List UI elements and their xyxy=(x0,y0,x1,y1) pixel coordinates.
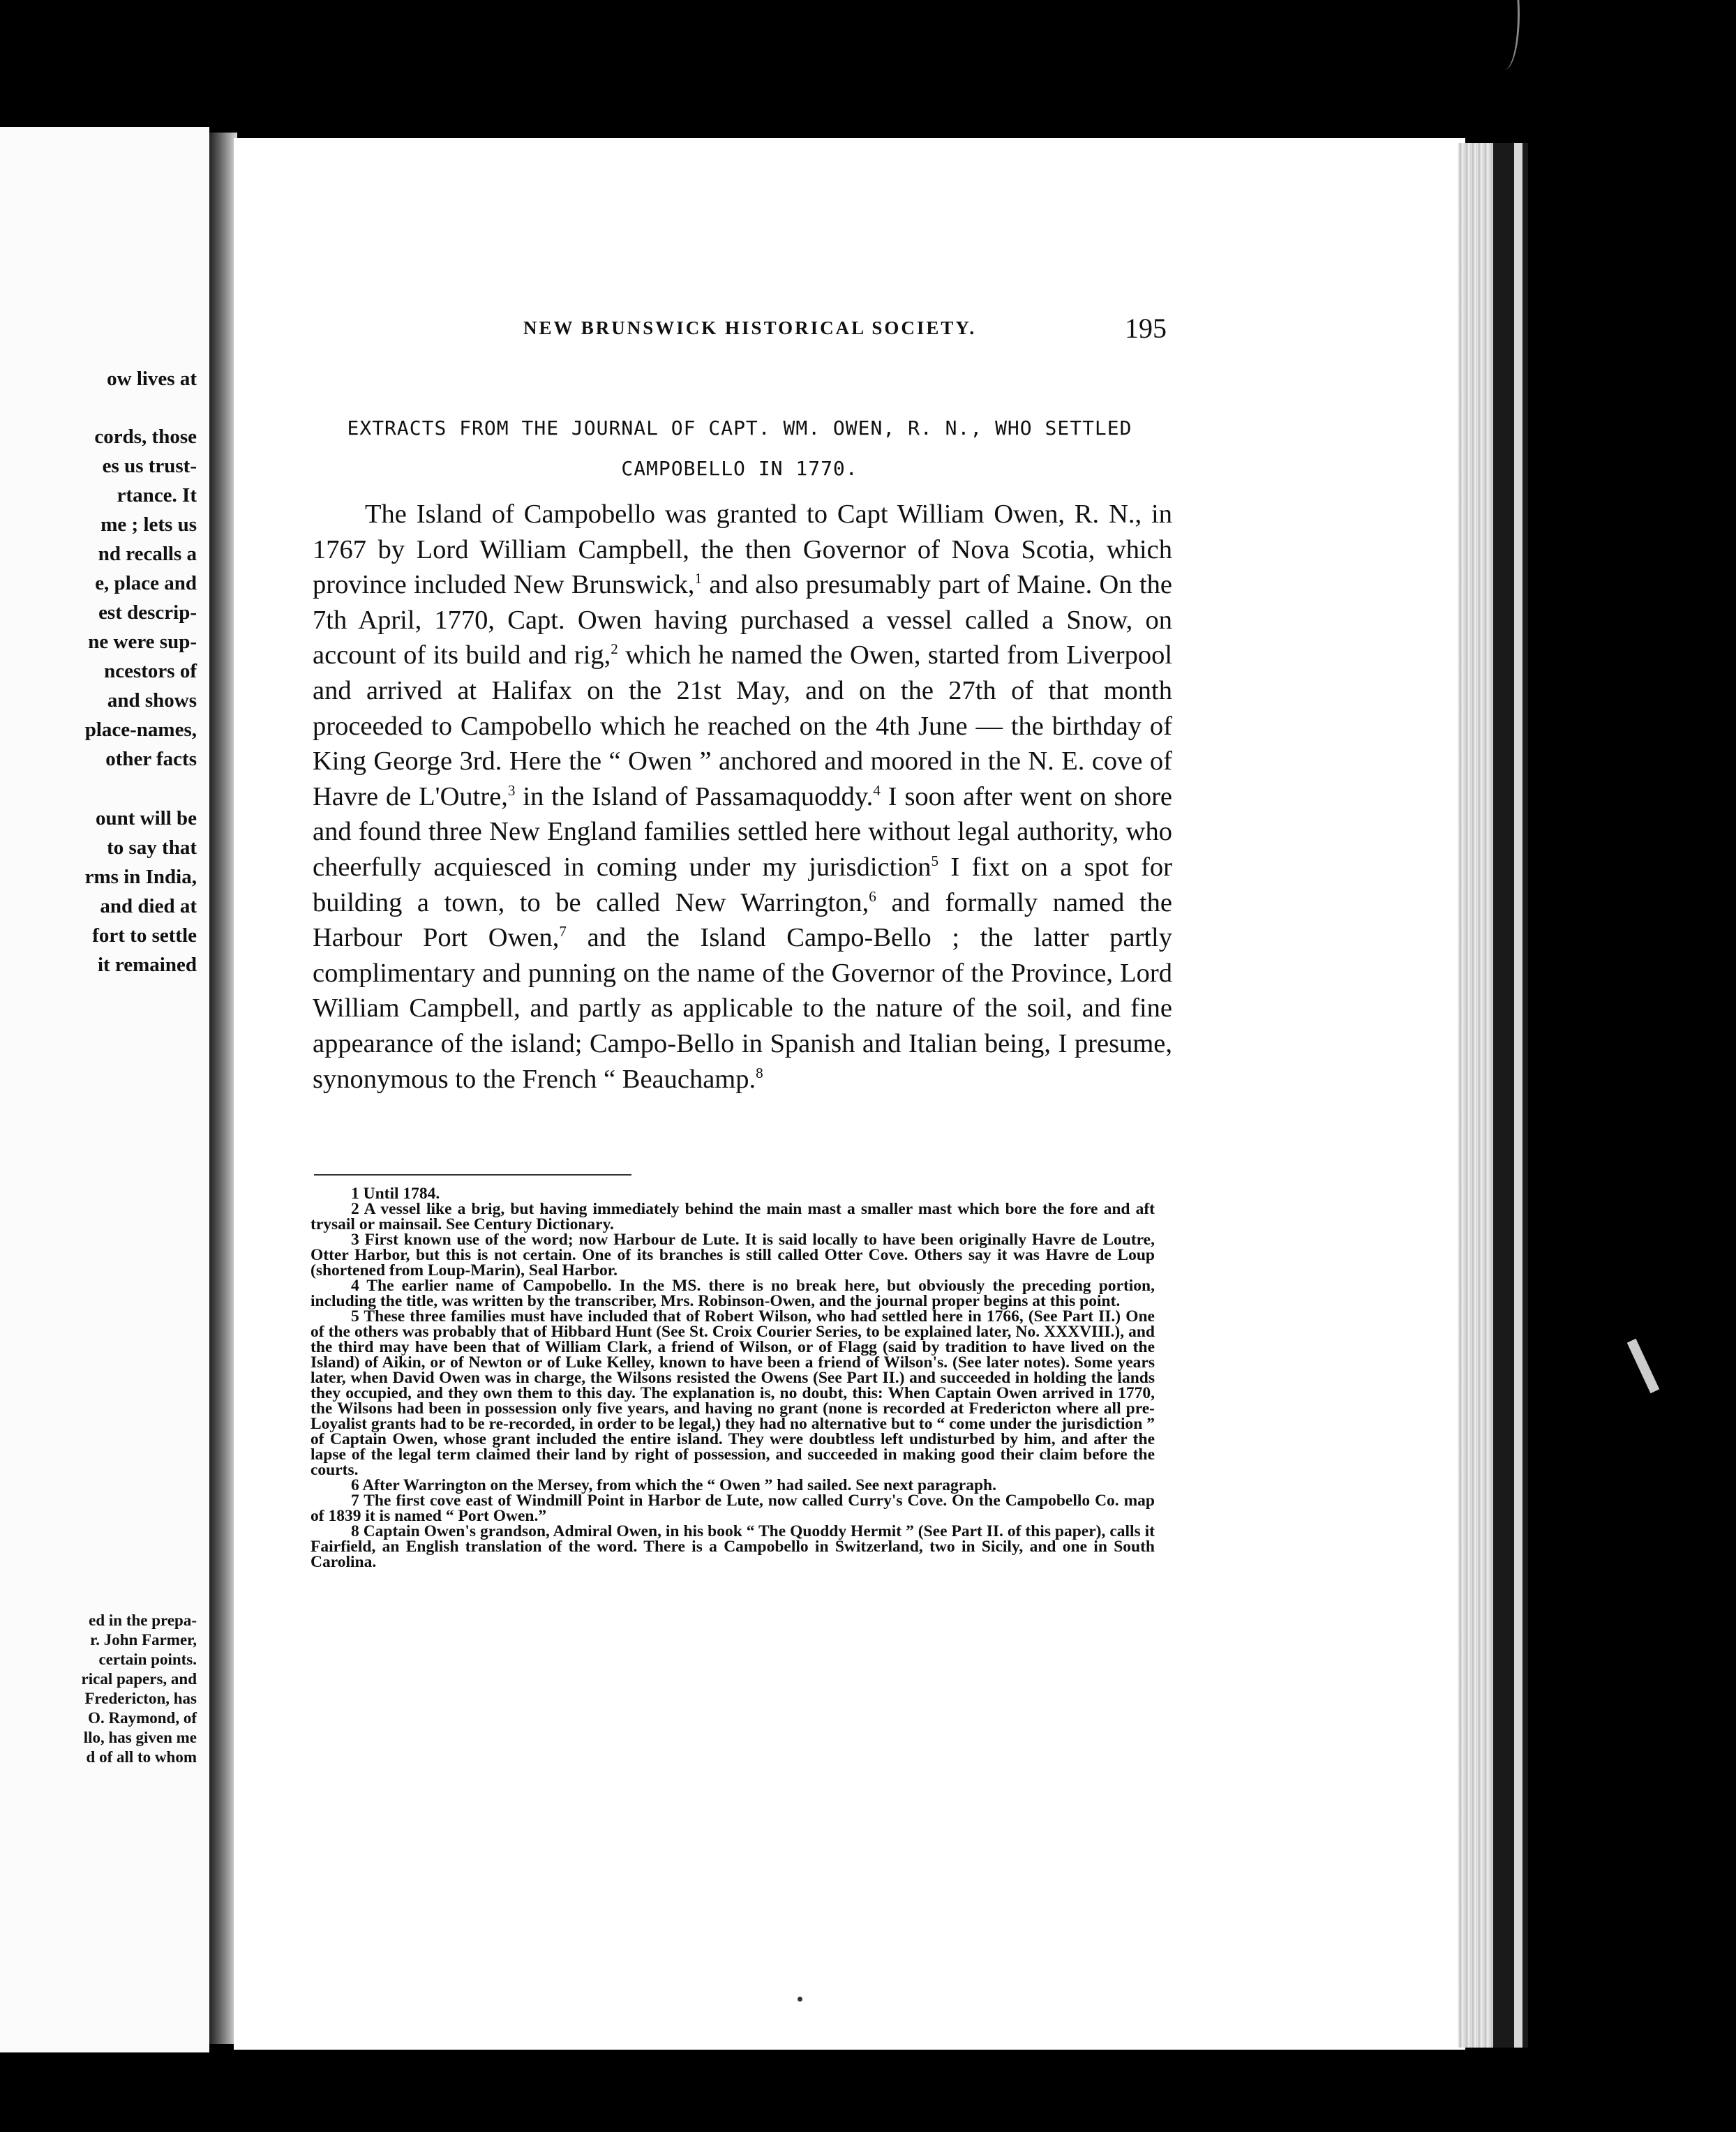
article-title-line: EXTRACTS FROM THE JOURNAL OF CAPT. WM. OWEN, R. N., WHO SETTLED xyxy=(347,416,1132,440)
page-corner-curl xyxy=(1490,0,1520,70)
footnote-ref: 6 xyxy=(869,887,876,905)
left-fragment: nd recalls a xyxy=(98,543,197,565)
left-fragment: Fredericton, has xyxy=(84,1690,197,1707)
footnote-ref: 1 xyxy=(694,570,703,587)
body-text: The Island of Campobello was granted to Capt William Owen, R. N., in 1767 by Lord William Campbell, the then Governor of Nova Scotia, which province included New Brunswick, xyxy=(313,500,1172,600)
body-text: I fixt on a spot for building a town, to be called New Warrington, xyxy=(313,852,1172,917)
right-page-edge xyxy=(1514,143,1522,2048)
body-text: and also presumably part of Maine. On the 7th April, 1770, Capt. Owen having purchased a vessel called a Snow, on account of its build and rig, xyxy=(313,570,1172,670)
left-fragment: and died at xyxy=(100,895,197,917)
running-head: NEW BRUNSWICK HISTORICAL SOCIETY. xyxy=(523,317,977,338)
book-gutter xyxy=(209,133,237,2044)
footnote-ref: 7 xyxy=(559,923,567,940)
footnote: 3 First known use of the word; now Harbour de Lute. It is said locally to have been originally Havre de Loutre, Otter Harbor, but this is not certain. One of its branches is still called Otter Cove. Others say it was Havre de Loup (shortened from Loup-Marin), Seal Harbor. xyxy=(310,1231,1155,1279)
left-fragment: rms in India, xyxy=(84,866,197,888)
footnote: 2 A vessel like a brig, but having immediately behind the main mast a smaller mast which bore the fore and aft trysail or mainsail. See Century Dictionary. xyxy=(310,1200,1155,1233)
footnote-ref: 5 xyxy=(931,853,939,870)
article-body xyxy=(313,497,1172,1097)
left-fragment: ncestors of xyxy=(104,660,197,682)
page-speck xyxy=(798,1997,802,2002)
footnote: 6 After Warrington on the Mersey, from which the “ Owen ” had sailed. See next paragraph. xyxy=(351,1476,996,1494)
footnote: 4 The earlier name of Campobello. In the MS. there is no break here, but obviously the preceding portion, including the title, was written by the transcriber, Mrs. Robinson-Owen, and the journal proper begins at this point. xyxy=(310,1277,1155,1310)
footnote-ref: 2 xyxy=(611,640,618,658)
right-page-shadow xyxy=(1493,143,1528,2048)
body-text: I soon after went on shore and found three New England families settled here without legal authority, who cheerfully acquiesced in coming under my jurisdiction xyxy=(313,781,1172,882)
body-text: and formally named the Harbour Port Owen, xyxy=(313,887,1172,953)
left-fragment: rtance. It xyxy=(117,484,197,506)
footnote-divider xyxy=(314,1174,631,1176)
left-fragment: ed in the prepa- xyxy=(89,1612,197,1629)
left-fragment: place-names, xyxy=(84,719,197,741)
left-fragment: it remained xyxy=(97,954,197,976)
left-fragment: other facts xyxy=(105,748,197,770)
left-facing-page xyxy=(0,127,209,2052)
footnote: 5 These three families must have included that of Robert Wilson, who had settled here in 1766, (See Part II.) One of the others was probably that of Hibbard Hunt (See St. Croix Courier Series, to be explained later, No. XXXVIII.), and the third may have been that of William Clark, a friend of Wilson, or of Flagg (said by tradition to have lived on the Island) of Aikin, or of Newton or of Luke Kelley, known to have been a friend of Wilson's. (See later notes). Some years later, when David Owen was in charge, the Wilsons resisted the Owens (See Part II.) and succeeded in holding the lands they occupied, and they own them to this day. The explanation is, no doubt, this: When Captain Owen arrived in 1770, the Wilsons had been in possession only five years, and having no grant (none is recorded at Fredericton where all pre-Loyalist grants had to be re-recorded, in order to be legal,) they had no alternative but to “ come under the jurisdiction ” of Captain Owen, whose grant included the entire island. They were doubtless left undisturbed by him, and after the lapse of the legal term claimed their land by right of possession, and succeeded in making good their claim before the courts. xyxy=(310,1307,1155,1479)
body-text: and the Island Campo-Bello ; the latter partly complimentary and punning on the name of the Governor of the Province, Lord William Campbell, and partly as applicable to the nature of the soil, and fine appearance of the island; Campo-Bello in Spanish and Italian being, I presume, synonymous to the French “ Beauchamp. xyxy=(313,923,1172,1094)
left-fragment: fort to settle xyxy=(92,924,197,947)
footnote: 7 The first cove east of Windmill Point in Harbor de Lute, now called Curry's Cove. On the Campobello Co. map of 1839 it is named “ Port Owen.” xyxy=(310,1492,1155,1525)
body-text: which he named the Owen, started from Liverpool and arrived at Halifax on the 21st May, and on the 27th of that month proceeded to Campobello which he reached on the 4th June — the birthday of King George 3rd. Here the “ Owen ” anchored and moored in the N. E. cove of Havre de L'Outre, xyxy=(313,640,1173,811)
footnote: 8 Captain Owen's grandson, Admiral Owen, in his book “ The Quoddy Hermit ” (See Part II. of this paper), calls it Fairfield, an English translation of the word. There is a Campobello in Switzerland, two in Sicily, and one in South Carolina. xyxy=(310,1522,1155,1571)
page-number: 195 xyxy=(1125,313,1167,344)
article-title xyxy=(307,408,1172,489)
left-fragment: ne were sup- xyxy=(88,631,197,653)
left-fragment: r. John Farmer, xyxy=(90,1631,197,1649)
left-fragment: e, place and xyxy=(95,572,197,594)
footnote-ref: 4 xyxy=(873,781,881,799)
left-fragment: es us trust- xyxy=(102,455,197,477)
article-title-line: CAMPOBELLO IN 1770. xyxy=(621,457,858,480)
left-fragment: and shows xyxy=(107,689,197,712)
left-fragment: llo, has given me xyxy=(83,1729,197,1746)
left-fragment: to say that xyxy=(107,836,197,859)
left-fragment: ount will be xyxy=(95,807,197,829)
left-fragment: rical papers, and xyxy=(81,1670,197,1688)
left-fragment: O. Raymond, of xyxy=(88,1709,197,1727)
left-fragment: cords, those xyxy=(94,426,197,448)
paper-scrap xyxy=(1627,1339,1659,1393)
footnotes xyxy=(310,1186,1155,1570)
footnote-ref: 8 xyxy=(756,1064,763,1081)
left-fragment: est descrip- xyxy=(98,601,197,624)
left-fragment: me ; lets us xyxy=(100,513,197,536)
footnote: 1 Until 1784. xyxy=(351,1185,440,1203)
left-fragment: ow lives at xyxy=(107,368,197,390)
left-fragment: certain points. xyxy=(98,1651,197,1668)
footnote-ref: 3 xyxy=(507,781,516,799)
left-fragment: d of all to whom xyxy=(86,1748,197,1766)
body-text: in the Island of Passamaquoddy. xyxy=(515,781,874,811)
